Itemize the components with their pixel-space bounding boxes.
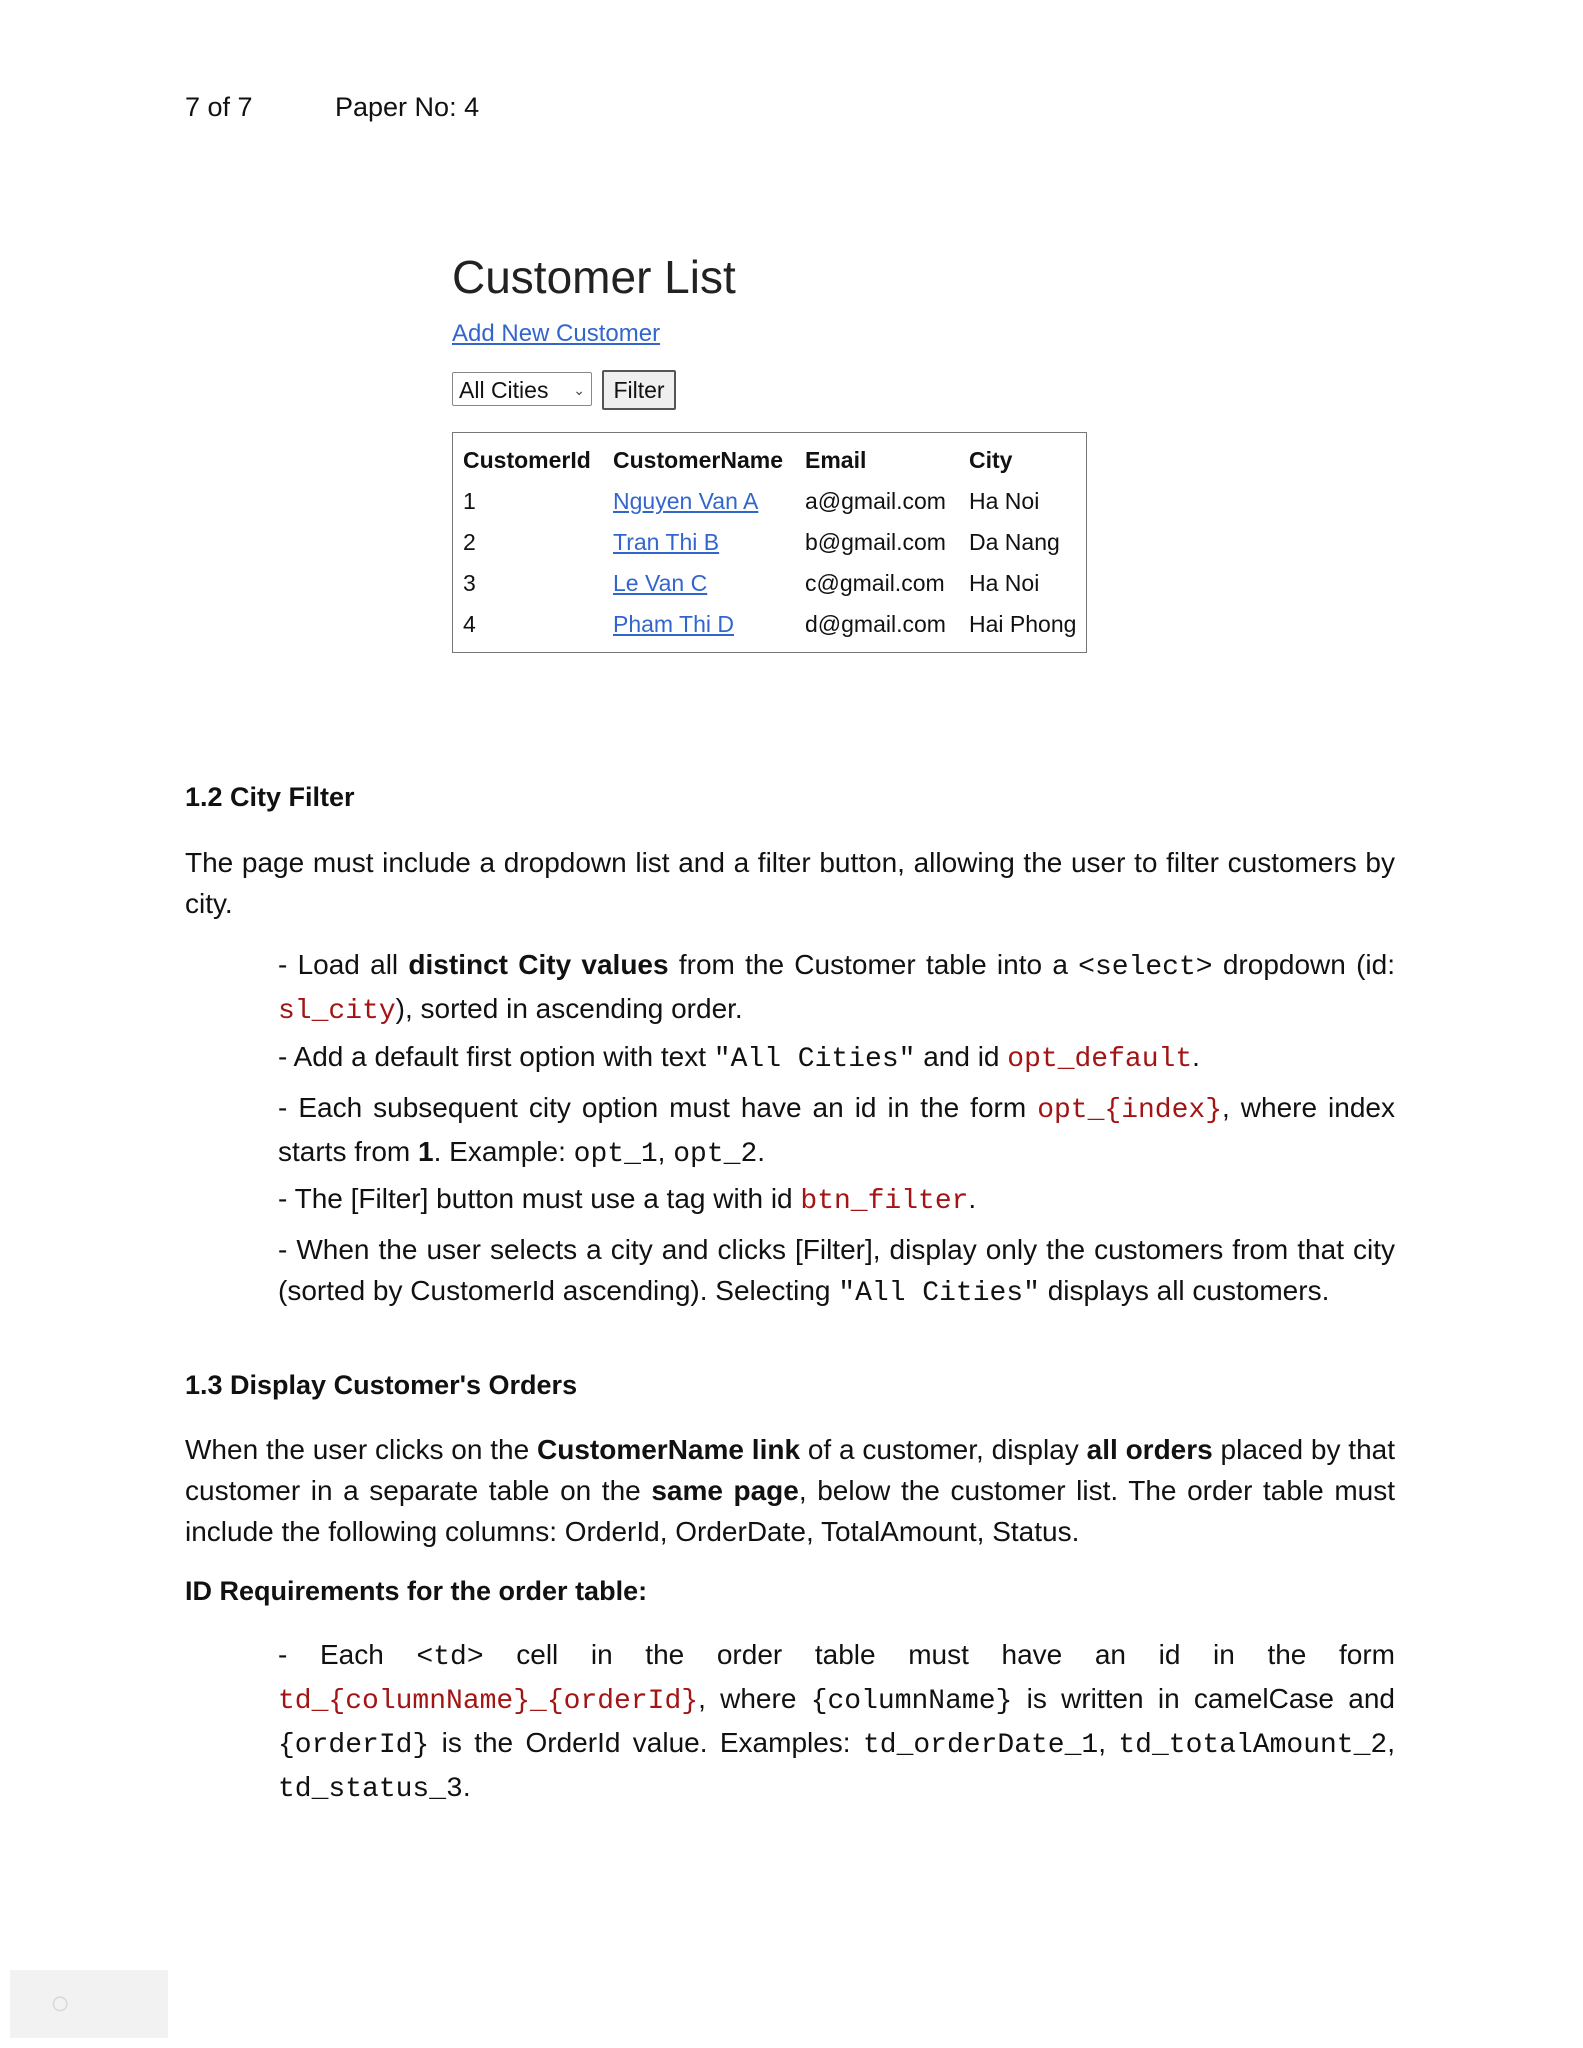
cell-city: Hai Phong bbox=[969, 611, 1077, 637]
bullet-td-ids: - Each <td> cell in the order table must have an id in the form td_{columnName}_{orderId}, where {columnName} is written in camelCase and {orderId} is the OrderId value. Examples: td_orderDate_1, td_totalAmount_2, td_status_3. bbox=[278, 1639, 1396, 1805]
city-select-value: All Cities bbox=[459, 377, 549, 403]
cell-city: Da Nang bbox=[969, 529, 1060, 555]
orders-paragraph: When the user clicks on the CustomerName link of a customer, display all orders placed by that customer in a separate table on the same page, below the customer list. The order table must include the following columns: OrderId, OrderDate, TotalAmount, Status. bbox=[185, 1434, 1395, 1547]
id-requirements-heading: ID Requirements for the order table: bbox=[185, 1576, 648, 1606]
city-filter-intro: The page must include a dropdown list and a filter button, allowing the user to filter customers by city. bbox=[185, 847, 1395, 919]
cell-email: a@gmail.com bbox=[805, 488, 946, 514]
city-select[interactable] bbox=[452, 372, 592, 406]
customer-name-link[interactable]: Le Van C bbox=[613, 570, 708, 596]
customer-table bbox=[452, 432, 1087, 653]
bullet-filter-button: - The [Filter] button must use a tag with id btn_filter. bbox=[278, 1183, 977, 1217]
chevron-down-icon: ⌄ bbox=[573, 382, 585, 398]
customer-name-link[interactable]: Tran Thi B bbox=[613, 529, 720, 555]
bullet-default-option: - Add a default first option with text "All Cities" and id opt_default. bbox=[278, 1041, 1200, 1075]
table-row bbox=[463, 570, 1076, 597]
col-header: City bbox=[969, 447, 1013, 473]
cell-email: c@gmail.com bbox=[805, 570, 945, 596]
table-header-row bbox=[463, 447, 1076, 474]
watermark-logo bbox=[10, 1970, 168, 2038]
bullet-load-cities: - Load all distinct City values from the Customer table into a <select> dropdown (id: sl_city), sorted in ascending order. bbox=[278, 949, 1395, 1027]
paper-number: Paper No: 4 bbox=[335, 92, 480, 122]
cell-email: d@gmail.com bbox=[805, 611, 946, 637]
bullet-option-ids: - Each subsequent city option must have an id in the form opt_{index}, where index starts from 1. Example: opt_1, opt_2. bbox=[278, 1092, 1395, 1170]
table-row bbox=[463, 529, 1076, 556]
table-row bbox=[463, 488, 1076, 515]
cell-city: Ha Noi bbox=[969, 488, 1040, 514]
add-customer-link[interactable]: Add New Customer bbox=[452, 320, 661, 347]
cell-id: 3 bbox=[463, 570, 476, 596]
col-header: CustomerName bbox=[613, 447, 783, 473]
cell-id: 4 bbox=[463, 611, 476, 637]
filter-button[interactable]: Filter bbox=[602, 370, 676, 410]
cell-id: 2 bbox=[463, 529, 476, 555]
bullet-filter-behavior: - When the user selects a city and clicks [Filter], display only the customers from that city (sorted by CustomerId ascending). Selecting "All Cities" displays all customers. bbox=[278, 1234, 1395, 1309]
logo-icon: ○ bbox=[50, 1984, 71, 2022]
customer-name-link[interactable]: Pham Thi D bbox=[613, 611, 735, 637]
cell-city: Ha Noi bbox=[969, 570, 1040, 596]
cell-id: 1 bbox=[463, 488, 476, 514]
col-header: Email bbox=[805, 447, 867, 473]
cell-email: b@gmail.com bbox=[805, 529, 946, 555]
col-header: CustomerId bbox=[463, 447, 591, 473]
page-number: 7 of 7 bbox=[185, 92, 253, 122]
section-heading-orders: 1.3 Display Customer's Orders bbox=[185, 1370, 578, 1400]
table-row bbox=[463, 611, 1076, 638]
screenshot-title: Customer List bbox=[452, 251, 736, 303]
section-heading-city-filter: 1.2 City Filter bbox=[185, 782, 355, 812]
customer-list-screenshot bbox=[432, 232, 1152, 720]
customer-name-link[interactable]: Nguyen Van A bbox=[613, 488, 759, 514]
